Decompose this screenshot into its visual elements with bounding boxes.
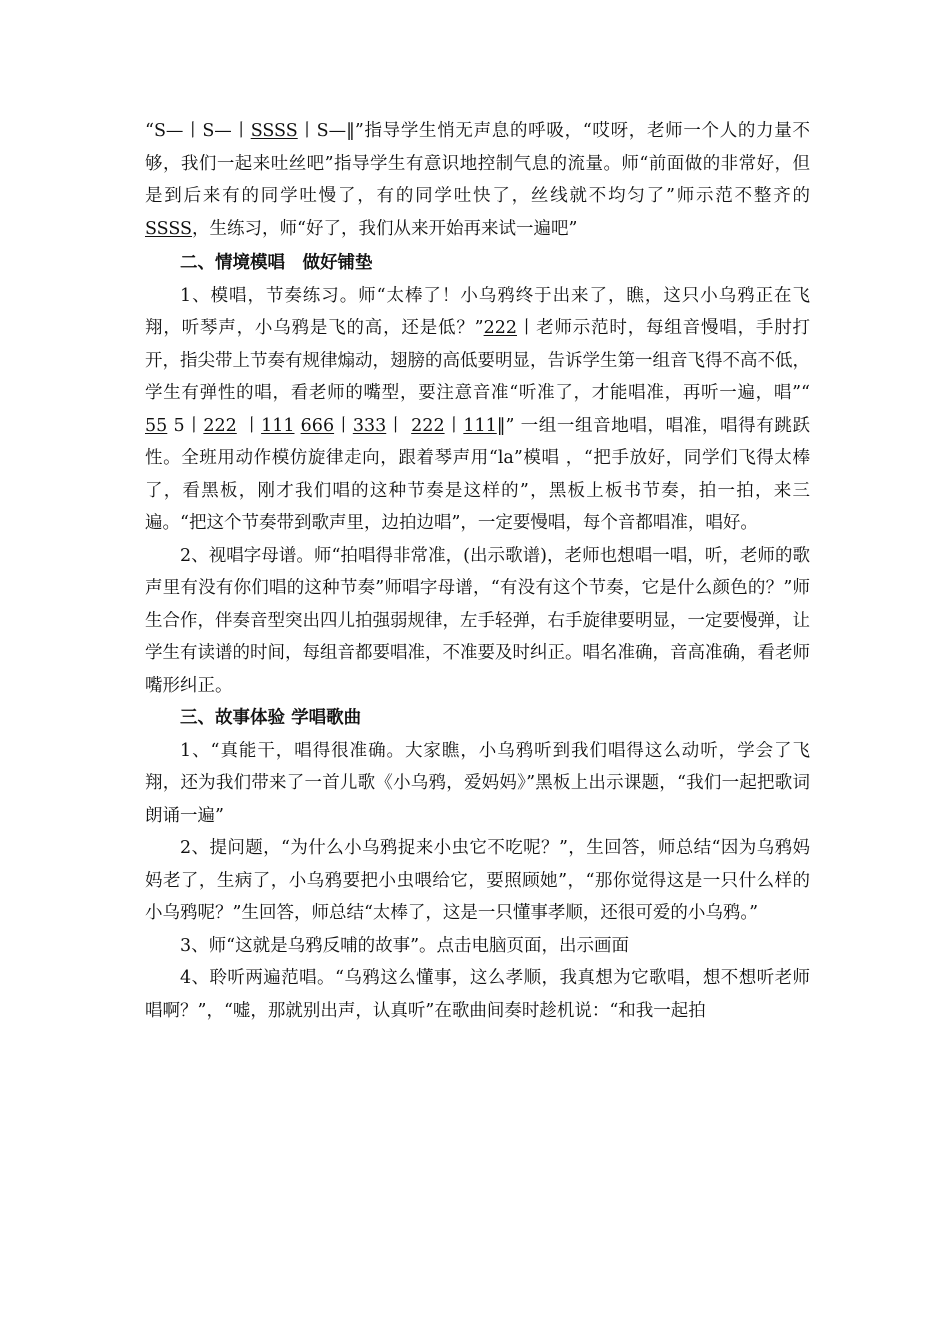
text-run: 1、模唱，节奏练习。师“太棒了！小乌鸦终于出来了，瞧，这只小乌鸦正在飞翔，听琴声，小乌鸦是飞的高，还是低？” [145, 285, 810, 338]
text-run: 丨 [444, 415, 464, 436]
paragraph [145, 735, 810, 833]
paragraph [145, 832, 810, 930]
underlined-notation: 222 [411, 415, 445, 436]
paragraph [145, 280, 810, 540]
section-heading [145, 247, 810, 280]
text-run: 2、提问题，“为什么小乌鸦捉来小虫它不吃呢？”，生回答，师总结“因为乌鸦妈妈老了，生病了，小乌鸦要把小虫喂给它，要照顾她”，“那你觉得这是一只什么样的小乌鸦呢？”生回答，师总结“太棒了，这是一只懂事孝顺，还很可爱的小乌鸦。” [145, 838, 810, 923]
underlined-notation: SSSS [145, 218, 193, 239]
underlined-notation: 111 [463, 415, 497, 436]
text-run: 丨 [386, 415, 412, 436]
underlined-notation: 222 [203, 415, 237, 436]
document-body [145, 115, 810, 1027]
text-run: 2、视唱字母谱。师“拍唱得非常准，(出示歌谱)，老师也想唱一唱，听，老师的歌声里有没有你们唱的这种节奏”师唱字母谱，“有没有这个节奏，它是什么颜色的？”师生合作，伴奏音型突出四儿拍强弱规律，左手轻弹，右手旋律要明显，一定要慢弹，让学生有读谱的时间，每组音都要唱准，不准要及时纠正。唱名准确，音高准确，看老师嘴形纠正。 [145, 545, 810, 696]
text-run: 丨老师示范时，每组音慢唱，手肘打开，指尖带上节奏有规律煽动，翅膀的高低要明显，告诉学生第一组音飞得不高不低，学生有弹性的唱，看老师的嘴型，要注意音准“听准了，才能唱准，再听一遍，唱”“ [145, 318, 811, 403]
text-run: ‖” 一组一组音地唱，唱准，唱得有跳跃性。全班用动作模仿旋律走向，跟着琴声用“la”模唱 ，“把手放好，同学们飞得太棒了，看黑板，刚才我们唱的这种节奏是这样的”，黑板上板书节奏，拍一拍，来三遍。“把这个节奏带到歌声里，边拍边唱”，一定要慢唱，每个音都唱准，唱好。 [145, 415, 810, 533]
underlined-notation: 111 [261, 415, 295, 436]
underlined-notation: 333 [352, 415, 387, 436]
text-run: 4、聆听两遍范唱。“乌鸦这么懂事，这么孝顺，我真想为它歌唱，想不想听老师唱啊？”，“嘘，那就别出声，认真听”在歌曲间奏时趁机说：“和我一起拍 [145, 968, 810, 1021]
text-run: 三、故事体验 学唱歌曲 [180, 708, 362, 728]
underlined-notation: 55 [145, 415, 168, 436]
text-run: 丨 [334, 415, 353, 436]
underlined-notation: 666 [300, 415, 335, 436]
text-run: 二、情境模唱 做好铺垫 [180, 253, 373, 273]
paragraph [145, 962, 810, 1027]
text-run: ，生练习，师“好了，我们从来开始再来试一遍吧” [192, 218, 578, 239]
paragraph [145, 115, 810, 245]
text-run: 1、“真能干，唱得很准确。大家瞧，小乌鸦听到我们唱得这么动听，学会了飞翔，还为我们带来了一首儿歌《小乌鸦，爱妈妈》”黑板上出示课题，“我们一起把歌词朗诵一遍” [145, 740, 810, 826]
text-run: “S—丨S—丨 [145, 121, 251, 141]
text-run: 丨S—‖”指导学生悄无声息的呼吸，“哎呀，老师一个人的力量不够，我们一起来吐丝吧”指导学生有意识地控制气息的流量。师“前面做的非常好，但是到后来有的同学吐慢了，有的同学吐快了，丝线就不均匀了”师示范不整齐的 [145, 121, 810, 206]
text-run: 3、师“这就是乌鸦反哺的故事”。点击电脑页面，出示画面 [180, 935, 630, 956]
paragraph [145, 540, 810, 703]
section-heading [145, 702, 810, 735]
underlined-notation: SSSS [250, 121, 298, 141]
text-run: 丨 [236, 415, 262, 436]
paragraph [145, 930, 810, 963]
text-run: 5丨 [167, 415, 204, 436]
underlined-notation: 222 [483, 318, 517, 338]
